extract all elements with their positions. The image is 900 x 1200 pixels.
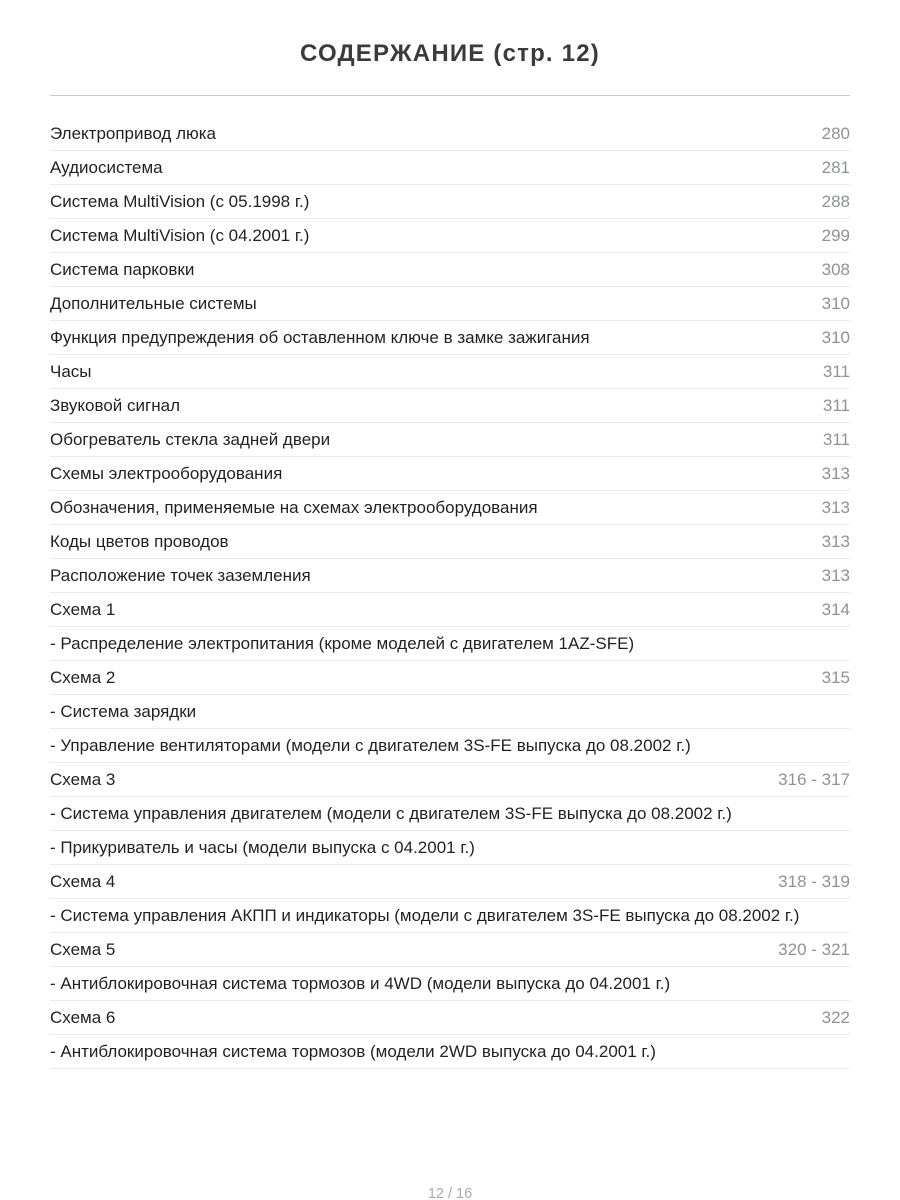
toc-item-page-number: 281 [821,157,850,177]
toc-item-page-number: 314 [821,599,850,619]
toc-item[interactable] [50,593,850,627]
document-page [0,40,900,1200]
toc-item[interactable] [50,865,850,899]
toc-item-label: - Прикуриватель и часы (модели выпуска с 04.2001 г.) [50,838,475,857]
toc-item[interactable] [50,457,850,491]
toc-item-page-number: 322 [821,1007,850,1027]
toc-subitem[interactable] [50,1035,850,1069]
toc-item-label: Обозначения, применяемые на схемах электрооборудования [50,498,538,517]
page-title: СОДЕРЖАНИЕ (стр. 12) [300,40,600,67]
toc-item[interactable] [50,253,850,287]
toc-subitem[interactable] [50,695,850,729]
toc-item-label: Схема 4 [50,872,116,891]
toc-item[interactable] [50,661,850,695]
toc-item[interactable] [50,355,850,389]
toc-item-label: Схема 5 [50,940,116,959]
toc-subitem[interactable] [50,831,850,865]
toc-item-page-number: 313 [821,531,850,551]
page-indicator: 12 / 16 [427,1186,473,1200]
toc-item-page-number: 299 [821,225,850,245]
toc-item[interactable] [50,1001,850,1035]
toc-item-page-number: 308 [821,259,850,279]
toc-item-page-number: 313 [821,565,850,585]
toc-item[interactable] [50,491,850,525]
toc-item-label: Схема 6 [50,1008,116,1027]
toc-item-label: Схема 2 [50,668,116,687]
toc-item-label: - Антиблокировочная система тормозов (модели 2WD выпуска до 04.2001 г.) [50,1042,656,1061]
toc-item[interactable] [50,933,850,967]
toc-item-label: Электропривод люка [50,124,217,143]
toc-item-label: Система MultiVision (с 04.2001 г.) [50,226,310,245]
toc-item[interactable] [50,219,850,253]
toc-item-page-number: 310 [821,327,850,347]
toc-item-label: Система парковки [50,260,195,279]
toc-subitem[interactable] [50,627,850,661]
toc-item-page-number: 315 [821,667,850,687]
toc-item-label: Система MultiVision (с 05.1998 г.) [50,192,310,211]
toc-item[interactable] [50,117,850,151]
toc-subitem[interactable] [50,967,850,1001]
toc-item[interactable] [50,321,850,355]
toc-item-label: Дополнительные системы [50,294,257,313]
toc-content [0,40,900,1069]
toc-item-label: - Антиблокировочная система тормозов и 4WD (модели выпуска до 04.2001 г.) [50,974,671,993]
toc-item-page-number: 316 - 317 [778,769,850,789]
toc-item-label: Схема 3 [50,770,116,789]
toc-item-page-number: 288 [821,191,850,211]
toc-item-label: Коды цветов проводов [50,532,229,551]
toc-item-label: - Система управления двигателем (модели с двигателем 3S-FE выпуска до 08.2002 г.) [50,804,732,823]
toc-item-page-number: 320 - 321 [778,939,850,959]
toc-item-page-number: 280 [821,123,850,143]
toc-item-label: Схема 1 [50,600,116,619]
toc-subitem[interactable] [50,797,850,831]
toc-item-page-number: 313 [821,463,850,483]
toc-item-label: - Распределение электропитания (кроме моделей с двигателем 1AZ-SFE) [50,634,635,653]
toc-item[interactable] [50,763,850,797]
toc-item-label: - Система управления АКПП и индикаторы (модели с двигателем 3S-FE выпуска до 08.2002 г.) [50,906,800,925]
toc-item-label: Аудиосистема [50,158,163,177]
toc-subitem[interactable] [50,899,850,933]
toc-item-label: Звуковой сигнал [50,396,180,415]
toc-item[interactable] [50,559,850,593]
toc-item-label: Схемы электрооборудования [50,464,283,483]
toc-item[interactable] [50,185,850,219]
toc-item-label: Обогреватель стекла задней двери [50,430,331,449]
toc-item-label: - Система зарядки [50,702,197,721]
toc-item[interactable] [50,525,850,559]
toc-item-page-number: 318 - 319 [778,871,850,891]
toc-item-page-number: 311 [822,395,850,415]
toc-item[interactable] [50,389,850,423]
toc-item-page-number: 310 [821,293,850,313]
header-divider [50,95,850,96]
toc-item-label: Часы [50,362,92,381]
toc-item[interactable] [50,287,850,321]
toc-item-page-number: 311 [822,429,850,449]
toc-item-page-number: 311 [822,361,850,381]
toc-item-label: Расположение точек заземления [50,566,311,585]
toc-item[interactable] [50,151,850,185]
toc-item-label: Функция предупреждения об оставленном ключе в замке зажигания [50,328,590,347]
toc-list [50,117,850,1069]
toc-item-page-number: 313 [821,497,850,517]
toc-subitem[interactable] [50,729,850,763]
toc-item[interactable] [50,423,850,457]
toc-item-label: - Управление вентиляторами (модели с двигателем 3S-FE выпуска до 08.2002 г.) [50,736,691,755]
